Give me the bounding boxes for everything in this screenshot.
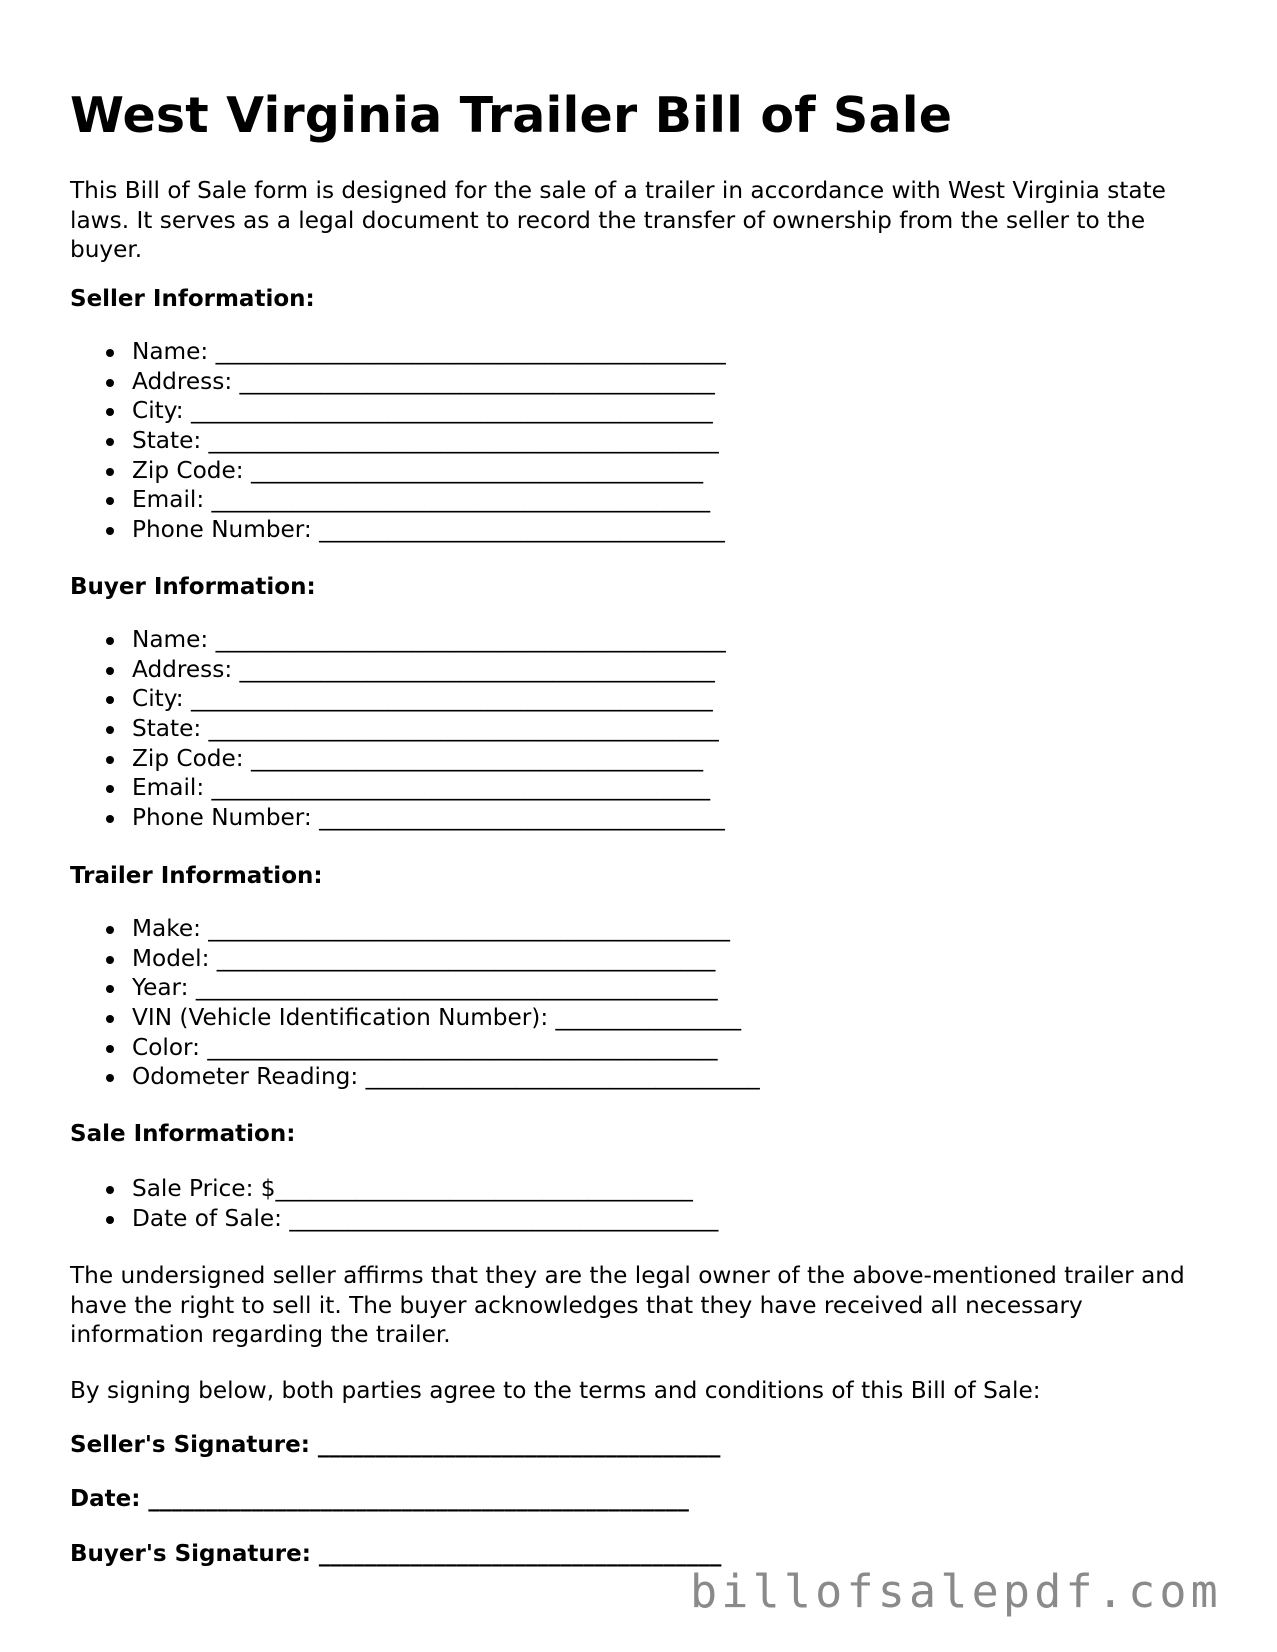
intro-paragraph: This Bill of Sale form is designed for the sale of a trailer in accordance with West Virginia state laws. It serves as a legal document to record the transfer of ownership from the seller to the buyer. xyxy=(70,177,1166,264)
trailer-fields-list xyxy=(70,914,760,1092)
agreement-paragraph: By signing below, both parties agree to the terms and conditions of this Bill of Sale: xyxy=(70,1377,1041,1404)
buyer-email-field[interactable]: Email: ___________________________________________ xyxy=(70,773,726,803)
buyer-state-field[interactable]: State: ____________________________________________ xyxy=(70,714,726,744)
trailer-year-field[interactable]: Year: _____________________________________________ xyxy=(70,973,760,1003)
trailer-make-field[interactable]: Make: _____________________________________________ xyxy=(70,914,760,944)
seller-zip-field[interactable]: Zip Code: _______________________________________ xyxy=(70,456,726,486)
document-title: West Virginia Trailer Bill of Sale xyxy=(70,87,953,144)
seller-fields-list xyxy=(70,337,726,545)
seller-name-field[interactable]: Name: ____________________________________________ xyxy=(70,337,726,367)
buyer-phone-field[interactable]: Phone Number: ___________________________________ xyxy=(70,803,726,833)
trailer-model-field[interactable]: Model: ___________________________________________ xyxy=(70,944,760,974)
seller-email-field[interactable]: Email: ___________________________________________ xyxy=(70,485,726,515)
seller-signature-field[interactable]: Seller's Signature: ___________________________________ xyxy=(70,1432,721,1458)
buyer-zip-field[interactable]: Zip Code: _______________________________________ xyxy=(70,744,726,774)
sale-date-field[interactable]: Date of Sale: _____________________________________ xyxy=(70,1204,718,1234)
seller-address-field[interactable]: Address: _________________________________________ xyxy=(70,367,726,397)
buyer-address-field[interactable]: Address: _________________________________________ xyxy=(70,655,726,685)
buyer-signature-field[interactable]: Buyer's Signature: ___________________________________ xyxy=(70,1541,722,1567)
buyer-fields-list xyxy=(70,625,726,833)
seller-city-field[interactable]: City: _____________________________________________ xyxy=(70,396,726,426)
seller-state-field[interactable]: State: ____________________________________________ xyxy=(70,426,726,456)
trailer-color-field[interactable]: Color: ____________________________________________ xyxy=(70,1033,760,1063)
seller-phone-field[interactable]: Phone Number: ___________________________________ xyxy=(70,515,726,545)
sale-fields-list xyxy=(70,1174,718,1233)
trailer-odometer-field[interactable]: Odometer Reading: __________________________________ xyxy=(70,1062,760,1092)
sale-price-field[interactable]: Sale Price: $____________________________________ xyxy=(70,1174,718,1204)
trailer-vin-field[interactable]: VIN (Vehicle Identification Number): ________________ xyxy=(70,1003,760,1033)
date-field[interactable]: Date: _______________________________________________ xyxy=(70,1486,689,1512)
affirmation-paragraph: The undersigned seller affirms that they are the legal owner of the above-mentioned trailer and have the right to sell it. The buyer acknowledges that they have received all necessary information regarding the trailer. xyxy=(70,1262,1185,1349)
watermark: billofsalepdf.com xyxy=(690,1565,1222,1618)
buyer-city-field[interactable]: City: _____________________________________________ xyxy=(70,684,726,714)
sale-heading: Sale Information: xyxy=(70,1121,296,1147)
trailer-heading: Trailer Information: xyxy=(70,863,323,889)
seller-heading: Seller Information: xyxy=(70,286,315,312)
buyer-name-field[interactable]: Name: ____________________________________________ xyxy=(70,625,726,655)
buyer-heading: Buyer Information: xyxy=(70,574,316,600)
